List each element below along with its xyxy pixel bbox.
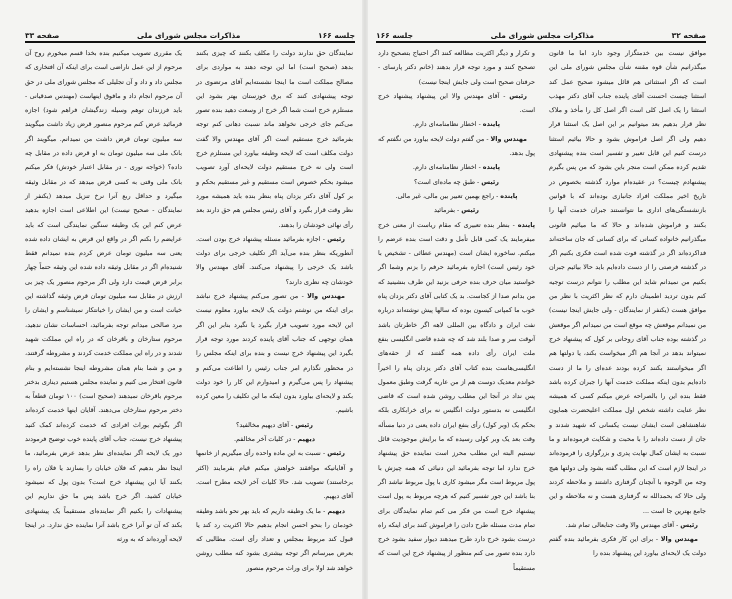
paragraph-text: من گفتم دولت لایحه بیاورد من نگفتم که پول بدهد. bbox=[378, 134, 535, 158]
paragraph-text: بنظر بنده تعبیری که مقام ریاست از معنی خرج میفرمایند یک کمی قابل تأمل و دقت است بنده عرضم را میکنم. ساخوره ایشان است (مهندس عطائی - تشخیص با خود رئیس است) اجازه بفرمائید حرفم را بزنم وشما اگر خواستید میان حرف بنده حرفی بزنید این طرف بنشینید که من بدانم صدا از کجاست. بد یک کتابی آقای دکتر یزدان پناه خوب ما کمپانی کیسون بوده که سالها پیش نوشته‌اند درباره نفت ایران و دادگاه بین المللی لاهه اگر خاطرتان باشد آنوقت سر و صدا بلند شد که چه شده قاضی انگلیسی بنفع ملت ایران رأی داده همه گفتند که از حقه‌های انگلیسی‌هاست بنده کتاب آقای دکتر یزدان پناه را اخیراً خواندم معدیک دوست هم از من عاریه گرفت وطبق معمول پس نداد در آنجا این مطلب روشن شده است که قاضی انگلیسی نه بدستور دولت انگلیس نه برای خرابکاری بلکه بحکم یک (وبر کول) رأی بنفع ایران داده یعنی در دنیا مسأله وقت بعد یک وبر کولی رسیده که ما برایش موجودیت قائل نیستیم البته این مطلب محرز است نماینده حق پیشنهاد خرج ندارد اما توجه بفرمائید این دنیائی که همه چیزش با پول مربوط است مگر میشود کاری با پول مربوط نباشد اگر بنا باشد این جور تفسیر کنیم که هرچه مربوط به پول است پیشنهاد خرج است من فکر می کنم تمام نمایندگان برای تمام مدت مسئله طرح دادن را فراموش کنند برای اینکه راه درست بشود خرج دارد طرح میدهند دیوار سفید بشود خرج دارد بنده تصور می کنم منظور از پیشنهاد خرج این است که مستقیماً bbox=[378, 220, 535, 572]
paragraph-text: من تصور می‌کنم پیشنهاد خرج نباشد برای اینکه من نوشتم دولت یک لایحه بیاورد معلوم نیست این لایحه مورد تصویب قرار بگیرد یا نگیرد بنابر این اگر همان توجهی که جناب آقای پاینده کردند مورد توجه قرار بگیرد این پیشنهاد خرج نیست و بنده برای اینکه مجلس را در محظور نگذارم امر جناب رئیس را اطاعت می‌کنم و پیشنهاد را پس می‌گیرم و امیدوارم این کار را خود دولت بکند و لایحه‌ای بیاورد بدون اینکه ما این تکلیف را معین کرده باشیم. bbox=[196, 292, 353, 415]
paragraph-text: برای این کار فکری بفرمائید بنده گفتم دولت یک لایحه‌ای بیاورد این پیشنهاد بنده را bbox=[549, 535, 706, 558]
paragraph-text: نمایندگان حق ندارند دولت را مکلف بکنند که چیزی بکنند بدهد (صحیح است) اما این توجه دهند به مواردی برای مصالح مملکت است ما اینجا نشسته‌ایم آقای مرتضوی در توجه پیشنهادی کنند که برق خوزستان بهتر بشود این مستلزم خرج است شما اگر خرج از وسعت دهید بنده تصور می‌کنم جای خرجی نخواهد ماند نسبت دهانی کنم توجه بفرمائید خرج مستقیم است اگر آقای مهندس والا گفت دولت مکلف است که لایحه وظیفه بیاورد این مستلزم خرج است ولی نه خرج مستقیم دولت لایحه‌ای آورد تصویب میشود بحکم خصوص است مستقیم و غیر مستقیم بحکم و بر کول آقای دکتر یزدان پناه بنظر بنده باید همیشه مورد نظر وقت قرار بگیرد و آقای رئیس مجلس هم حق دارند بعد رأی نهائی خودشان را بدهند. bbox=[196, 49, 353, 229]
page-number: صفحه ۳۳ bbox=[25, 31, 60, 40]
speech-paragraph: مهندس والا - من تصور می‌کنم پیشنهاد خرج نباشد برای اینکه من نوشتم دولت یک لایحه بیاورد معلوم نیست این لایحه مورد تصویب قرار بگیرد یا نگیرد بنابر این اگر همان توجهی که جناب آقای پاینده کردند مورد توجه قرار بگیرد این پیشنهاد خرج نیست و بنده برای اینکه مجلس را در محظور نگذارم امر جناب رئیس را اطاعت می‌کنم و پیشنهاد را پس می‌گیرم و امیدوارم این کار را خود دولت بکند و لایحه‌ای بیاورد بدون اینکه ما این تکلیف را معین کرده باشیم. bbox=[196, 292, 353, 415]
speaker-name: دیهیم bbox=[327, 506, 345, 515]
speaker-name: رئیس bbox=[509, 91, 527, 100]
speaker-name: پاینده bbox=[482, 120, 501, 129]
paragraph-text: اخطار نظامنامه‌ای دارم. bbox=[412, 120, 477, 129]
speech-paragraph: رئیس - آقای دیهیم مخالفید؟ bbox=[236, 420, 313, 429]
speech-paragraph: رئیس - آقای مهندس والا وقت جنابعالی تمام شد. bbox=[565, 520, 698, 529]
speech-paragraph: پاینده - اخطار نظامنامه‌ای دارم. bbox=[412, 163, 501, 172]
speech-paragraph: رئیس - طبق چه ماده‌ای است؟ bbox=[414, 177, 499, 186]
text-column-left bbox=[378, 46, 535, 575]
speech-paragraph: پاینده - راجع بهمین تعبیر بین مالی، غیر مالی. bbox=[395, 191, 518, 200]
running-header bbox=[376, 26, 706, 40]
header-rule bbox=[376, 41, 706, 43]
speaker-name: مهندس والا bbox=[660, 535, 698, 544]
page-number: صفحه ۳۲ bbox=[671, 31, 706, 40]
paragraph-text: اخطار نظامنامه‌ای دارم. bbox=[412, 163, 477, 172]
text-column-left bbox=[25, 46, 182, 546]
speech-paragraph: دیهیم - ما یک وظیفه داریم که باید بهر نحو باشد وظیفه خودمان را بنحو احسن انجام بدهیم حالا اکثریت رد کند یا قبول کند مربوط بمجلس و تعداد رأی است. مطالبی که بعرض میرسانم اگر توجه بیشتری بشود کنه مطلب روشن خواهد شد اولا برای وراث مرحوم منصور bbox=[196, 506, 353, 572]
speech-paragraph: پاینده - بنظر بنده تعبیری که مقام ریاست از معنی خرج میفرمایند یک کمی قابل تأمل و دقت است بنده عرضم را میکنم. ساخوره ایشان است (مهندس عطائی - تشخیص با خود رئیس است) اجازه بفرمائید حرفم را بزنم وشما اگر خواستید میان حرف بنده حرفی بزنید این طرف بنشینید که من بدانم صدا از کجاست. بد یک کتابی آقای دکتر یزدان پناه خوب ما کمپانی کیسون بوده که سالها پیش نوشته‌اند درباره نفت ایران و دادگاه بین المللی لاهه اگر خاطرتان باشد آنوقت سر و صدا بلند شد که چه شده قاضی انگلیسی بنفع ملت ایران رأی داده همه گفتند که از حقه‌های انگلیسی‌هاست بنده کتاب آقای دکتر یزدان پناه را اخیراً خواندم معدیک دوست هم از من عاریه گرفت وطبق معمول پس نداد در آنجا این مطلب روشن شده است که قاضی انگلیسی نه بدستور دولت انگلیس نه برای خرابکاری بلکه بحکم یک (وبر کول) رأی بنفع ایران داده یعنی در دنیا مسأله وقت بعد یک وبر کولی رسیده که ما برایش موجودیت قائل نیستیم البته این مطلب محرز است نماینده حق پیشنهاد خرج ندارد اما توجه بفرمائید این دنیائی که همه چیزش با پول مربوط است مگر میشود کاری با پول مربوط نباشد اگر بنا باشد این جور تفسیر کنیم که هرچه مربوط به پول است پیشنهاد خرج است من فکر می کنم تمام نمایندگان برای تمام مدت مسئله طرح دادن را فراموش کنند برای اینکه راه درست بشود خرج دارد طرح میدهند دیوار سفید بشود خرج دارد بنده تصور می کنم منظور از پیشنهاد خرج این است که مستقیماً bbox=[378, 220, 535, 572]
header-rule bbox=[25, 41, 355, 43]
text-paragraph bbox=[378, 46, 535, 89]
text-paragraph bbox=[549, 46, 706, 518]
text-column-right bbox=[549, 46, 706, 561]
text-paragraph bbox=[25, 46, 182, 546]
journal-title: مذاکرات مجلس شورای ملی bbox=[490, 31, 594, 40]
speaker-name: رئیس bbox=[461, 206, 479, 215]
speaker-name: رئیس bbox=[481, 177, 499, 186]
speaker-name: رئیس bbox=[327, 234, 345, 243]
paragraph-text: در کلیات آخر مخالفم. bbox=[233, 435, 292, 444]
speech-paragraph: پاینده - اخطار نظامنامه‌ای دارم. bbox=[412, 120, 501, 129]
paragraph-text: اجازه بفرمائید مسئله پیشنهاد خرج بودن است. آنطوریکه بنظر بنده می‌آید اگر تکلیف خرجی برای دولت باشد یک خرجی را پیشنهاد می‌کنند. آقای مهندس والا خودشان چه نظری دارند؟ bbox=[196, 234, 353, 286]
paragraph-text: نسبت به این ماده واحده رأی میگیریم از خانمها و آقایانیکه موافقند خواهش میکنم قیام بفرمایند (اکثر برخاستند) تصویب شد. حالا کلیات آخر لایحه مطرح است. آقای دیهیم. bbox=[196, 449, 353, 501]
speech-paragraph: رئیس - آقای مهندس والا این پیشنهاد پیشنهاد خرج است. bbox=[378, 91, 535, 115]
running-header bbox=[25, 26, 355, 40]
speech-paragraph: دیهیم - در کلیات آخر مخالفم. bbox=[233, 435, 316, 444]
speaker-name: رئیس bbox=[680, 520, 698, 529]
speaker-name: پاینده bbox=[482, 163, 501, 172]
text-column-right bbox=[196, 46, 353, 575]
paragraph-text: آقای دیهیم مخالفید؟ bbox=[236, 420, 289, 429]
speech-paragraph: مهندس والا - برای این کار فکری بفرمائید بنده گفتم دولت یک لایحه‌ای بیاورد این پیشنهاد بنده را bbox=[549, 535, 706, 558]
speaker-name: رئیس bbox=[327, 449, 345, 458]
speaker-name: رئیس bbox=[295, 420, 313, 429]
speaker-name: پاینده bbox=[500, 191, 518, 200]
paragraph-text: یک مقرری تصویب میکنیم بنده بخدا قسم میخورم روح آن مرحوم از این عمل ناراضی است برای اینکه آن افتخاری که مجلس داد و داد و آن تجلیلی که مجلس شورای ملی در حق آن مرحوم انجام داد و مافوق اینهاست (مهندس صدقیانی - باید فرزندان توهم وسیله زندگیشان فراهم شود) اجازه فرمائید عرض کنم مرحوم منصور قرض زیاد داشت میگویند سه میلیون تومان قرض داشت من نمیدانم. میگویند اگر بانک ملی سه میلیون تومان به او قرض داده در مقابل چه داده؟ (خواجه نوری - در مقابل اعتبار خودش) فکر میکنم بانک ملی وقتی به کسی قرض میدهد که در مقابل وثیقه میگیرد و حداقل ربع آنرا نرخ تنزیل میدهد (یکنفر از نمایندگان - صحیح نیست) این اطلاعی است اجازه بدهید عرض کنم این یک وظیفه سنگین نمایندگی است که باید عرایضم را بکنم اگر در واقع این قرض به ایشان داده شده یعنی سه میلیون تومان عرض کردم بنده نمیدانم فقط شنیده‌ام اگر در مقابل وثیقه داده شده این وثیقه حتماً چهار برابر قرض قیمت دارد ولی اگر مرحوم منصور یک چیز بی ارزش در مقابل سه میلیون تومان قرض وثیقه گذاشته این خیانت است و من ایشان را خیانتکار نمیشناسم و ایشان را مرد صالحی میدانم توجه بفرمائید، احساسات نشان ندهید، مرحوم ستارخان و باقرخان که در راه این مملکت شهید شدند و در راه این مملکت خدمت کردند و مشروطه گرفتند، و من و شما بنام همان مشروطه اینجا نشسته‌ایم و بنام قانون افتخار می کنیم و نماینده مجلس هستیم دیناری بدختر مرحوم باقرخان نمیدهند (صحیح است) ۱۰۰ تومان قطعاً به دختر مرحوم ستارخان می‌دهند. آقایان اینها خدمت کرده‌اند اگر بگوئیم بوراث افرادی که خدمت کرده‌اند کمک کنید پیشنهاد خرج نیست، جناب آقای پاینده خوب توضیح فرمودند دور یک لایحه اگر نماینده‌ای نظر بدهد عرض بفرمائید، ما اینجا نظر بدهیم که فلان خیابان را بسازند یا فلان راه را بکنند آیا این پیشنهاد خرج است؟ بدون پول که نمیشود خیابان کشید. اگر خرج باشد پس ما حق نداریم این پیشنهادات را بکنیم اگر نماینده‌ای مستقیماً یک پیشنهادی بکند که آن تو آنرا خرج باشد آنرا نماینده حق ندارد. در اینجا لایحه آورده‌اند که به ورثه bbox=[25, 49, 182, 544]
paragraph-text: موافق نیست بین خدمتگزار وجود دارد اما ما قانون میگذرانیم شأن قوه مقننه شأن مجلس شورای ملی این است که اگر استثنائی هم قائل میشود صحیح عمل کند استثنا چیست احسنت آقای پاینده جناب آقای دکتر مهذب استثنا را یک اصل کلی است اگر اصل کل را مأخذ و ملاک نظر قرار بدهیم بعد میتوانیم بر این اصل یک استثنا قرار دهیم ولی اگر اصل فراموش بشود و حالا بیائیم استثنا درست کنیم این قابل تعبیر و تفسیر است بنده پیشنهادی تقدیم کرده ممکن است منجر باین بشود که من پس بگیرم پیشنهادم چیست؟ در عقیده‌ام موارد گذشته بخصوص در تاریخ اخیر مملکت افراد جانبازی بوده‌اند که با قوانین بازنشستگی‌های اداری ما نتوانستند جبران خدمت آنها را بکنند و فراموش شده‌اند و حالا که ما میائیم قانونی میگذرانیم خانواده کسانی که برای کسانی که جان ساخته‌اند فداکرده‌اند اگر در گذشته فوت شده است فکری بکنیم اگر در گذشته فرصتی را از دست داده‌ایم باید حالا بیائیم جبران بکنیم من نمیدانم شاید این مطلب را نتوانم درست توجیه کنم بدون تردید اطمینان دارم که نظر اکثریت با نظر من موافق هست (یکنفر از نمایندگان - ولی جایش اینجا نیست) من نمیدانم موقعش چه موقع است من نمیدانم اگر موقعش در گذشته بوده جناب آقای روحانی بر کول که پیشنهاد خرج نمیتواند بدهد در آنجا هم اگر میخواست بکند، یا دولتها هم اگر میخواستند بکنند کرده بودند عده‌ای را ما از دست داده‌ایم بدون اینکه مملکت خدمت آنها را جبران کرده باشد فقط بنده این را بالصراحه عرض میکنم کسی که همیشه نظر عنایت داشته شخص اول مملکت اعلیحضرت همایون شاهنشاهی است ایشان نیست یکسانی که شهید شدند و جان از دست داده‌اند را با محبت و شکایت فرموده‌اند و ما نسبت به ایشان کمال نهایت پدری و بزرگواری را فرموده‌اند در اینجا لازم است که این مطلب گفته بشود ولی دولتها هیچ وجه من الوجوه با آنچنان گرفتاری داشتند و ملاحظه کردند ولی حالا که بحمدالله نه گرفتاری هست و نه ملاحظه و این جامع بهترین جا است ... bbox=[549, 49, 706, 515]
speaker-name: پاینده bbox=[517, 220, 535, 229]
paragraph-text: راجع بهمین تعبیر بین مالی، غیر مالی. bbox=[395, 191, 495, 200]
speaker-name: دیهیم bbox=[297, 435, 316, 444]
page-32 bbox=[366, 0, 732, 599]
paragraph-text: آقای مهندس والا وقت جنابعالی تمام شد. bbox=[565, 520, 675, 529]
speech-paragraph: رئیس - بفرمائید bbox=[434, 206, 479, 215]
text-paragraph bbox=[196, 46, 353, 232]
paragraph-text: ما یک وظیفه داریم که باید بهر نحو باشد وظیفه خودمان را بنحو احسن انجام بدهیم حالا اکثریت رد کند یا قبول کند مربوط بمجلس و تعداد رأی است. مطالبی که بعرض میرسانم اگر توجه بیشتری بشود کنه مطلب روشن خواهد شد اولا برای وراث مرحوم منصور bbox=[196, 506, 353, 572]
session-number: جلسه ۱۶۶ bbox=[376, 31, 414, 40]
paragraph-text: بفرمائید bbox=[434, 206, 455, 215]
journal-title: مذاکرات مجلس شورای ملی bbox=[137, 31, 241, 40]
session-number: جلسه ۱۶۶ bbox=[318, 31, 355, 40]
speaker-name: مهندس والا bbox=[490, 134, 527, 143]
paragraph-text: و تکرار و دیگر اکثریت مطالعه کنند اگر احتیاج بتصحیح دارد تصحیح کنند و مورد توجه قرار بدهند (خانم دکتر پارسای - حرفتان صحیح است ولی جایش اینجا نیست) bbox=[378, 49, 535, 86]
paragraph-text: طبق چه ماده‌ای است؟ bbox=[414, 177, 475, 186]
speech-paragraph: رئیس - نسبت به این ماده واحده رأی میگیریم از خانمها و آقایانیکه موافقند خواهش میکنم قیام بفرمایند (اکثر برخاستند) تصویب شد. حالا کلیات آخر لایحه مطرح است. آقای دیهیم. bbox=[196, 449, 353, 501]
paragraph-text: آقای مهندس والا این پیشنهاد پیشنهاد خرج است. bbox=[378, 91, 535, 115]
speech-paragraph: رئیس - اجازه بفرمائید مسئله پیشنهاد خرج بودن است. آنطوریکه بنظر بنده می‌آید اگر تکلیف خرجی برای دولت باشد یک خرجی را پیشنهاد می‌کنند. آقای مهندس والا خودشان چه نظری دارند؟ bbox=[196, 234, 353, 286]
speech-paragraph: مهندس والا - من گفتم دولت لایحه بیاورد من نگفتم که پول بدهد. bbox=[378, 134, 535, 158]
speaker-name: مهندس والا bbox=[307, 292, 345, 301]
